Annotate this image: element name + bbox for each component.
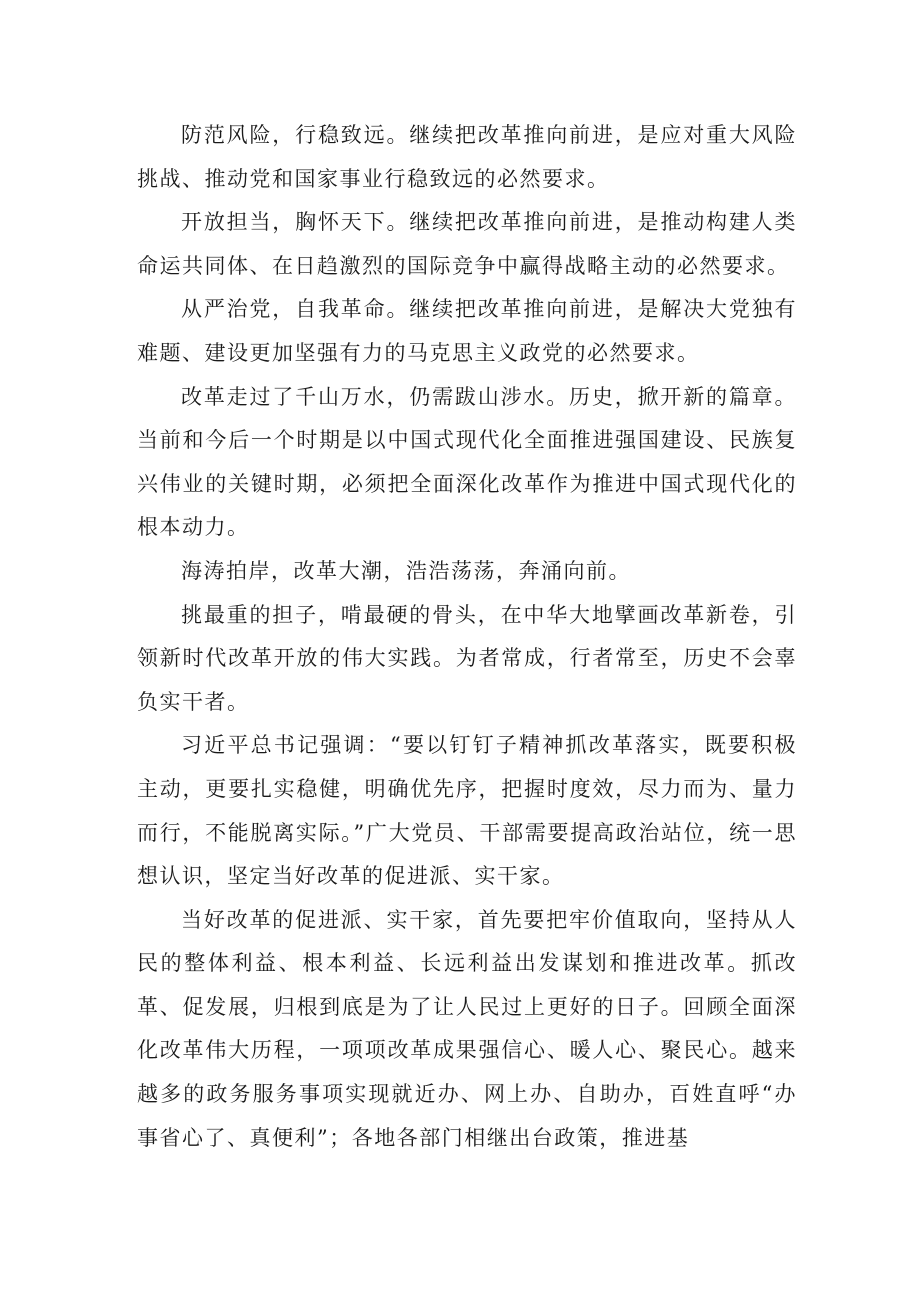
paragraph-value-orientation: 当好改革的促进派、实干家，首先要把牢价值取向，坚持从人民的整体利益、根本利益、长远利益出发谋划和推进改革。抓改革、促发展，归根到底是为了让人民过上更好的日子。回顾全面深化改革伟大历程，一项项改革成果强信心、暖人心、聚民心。越来越多的政务服务事项实现就近办、网上办、自助办，百姓直呼“办事省心了、真便利”；各地各部门相继出台政策，推进基 [137, 907, 797, 1150]
paragraph-reform-tide: 海涛拍岸，改革大潮，浩浩荡荡，奔涌向前。 [181, 558, 631, 583]
paragraph-reform-history: 改革走过了千山万水，仍需跋山涉水。历史，掀开新的篇章。当前和今后一个时期是以中国式现代化全面推进强国建设、民族复兴伟业的关键时期，必须把全面深化改革作为推进中国式现代化的根本动力。 [137, 384, 797, 540]
paragraph-openness: 开放担当，胸怀天下。继续把改革推向前进，是推动构建人类命运共同体、在日趋激烈的国际竞争中赢得战略主动的必然要求。 [137, 210, 797, 278]
paragraph-heavy-burden: 挑最重的担子，啃最硬的骨头，在中华大地擘画改革新卷，引领新时代改革开放的伟大实践。为者常成，行者常至，历史不会辜负实干者。 [137, 602, 797, 714]
paragraph-xi-quote: 习近平总书记强调：“要以钉钉子精神抓改革落实，既要积极主动，更要扎实稳健，明确优先序，把握时度效，尽力而为、量力而行，不能脱离实际。”广大党员、干部需要提高政治站位，统一思想认识，坚定当好改革的促进派、实干家。 [137, 733, 797, 889]
paragraph-risk-prevention: 防范风险，行稳致远。继续把改革推向前进，是应对重大风险挑战、推动党和国家事业行稳致远的必然要求。 [137, 123, 797, 191]
document-body [137, 114, 797, 1160]
paragraph-party-governance: 从严治党，自我革命。继续把改革推向前进，是解决大党独有难题、建设更加坚强有力的马克思主义政党的必然要求。 [137, 297, 797, 365]
